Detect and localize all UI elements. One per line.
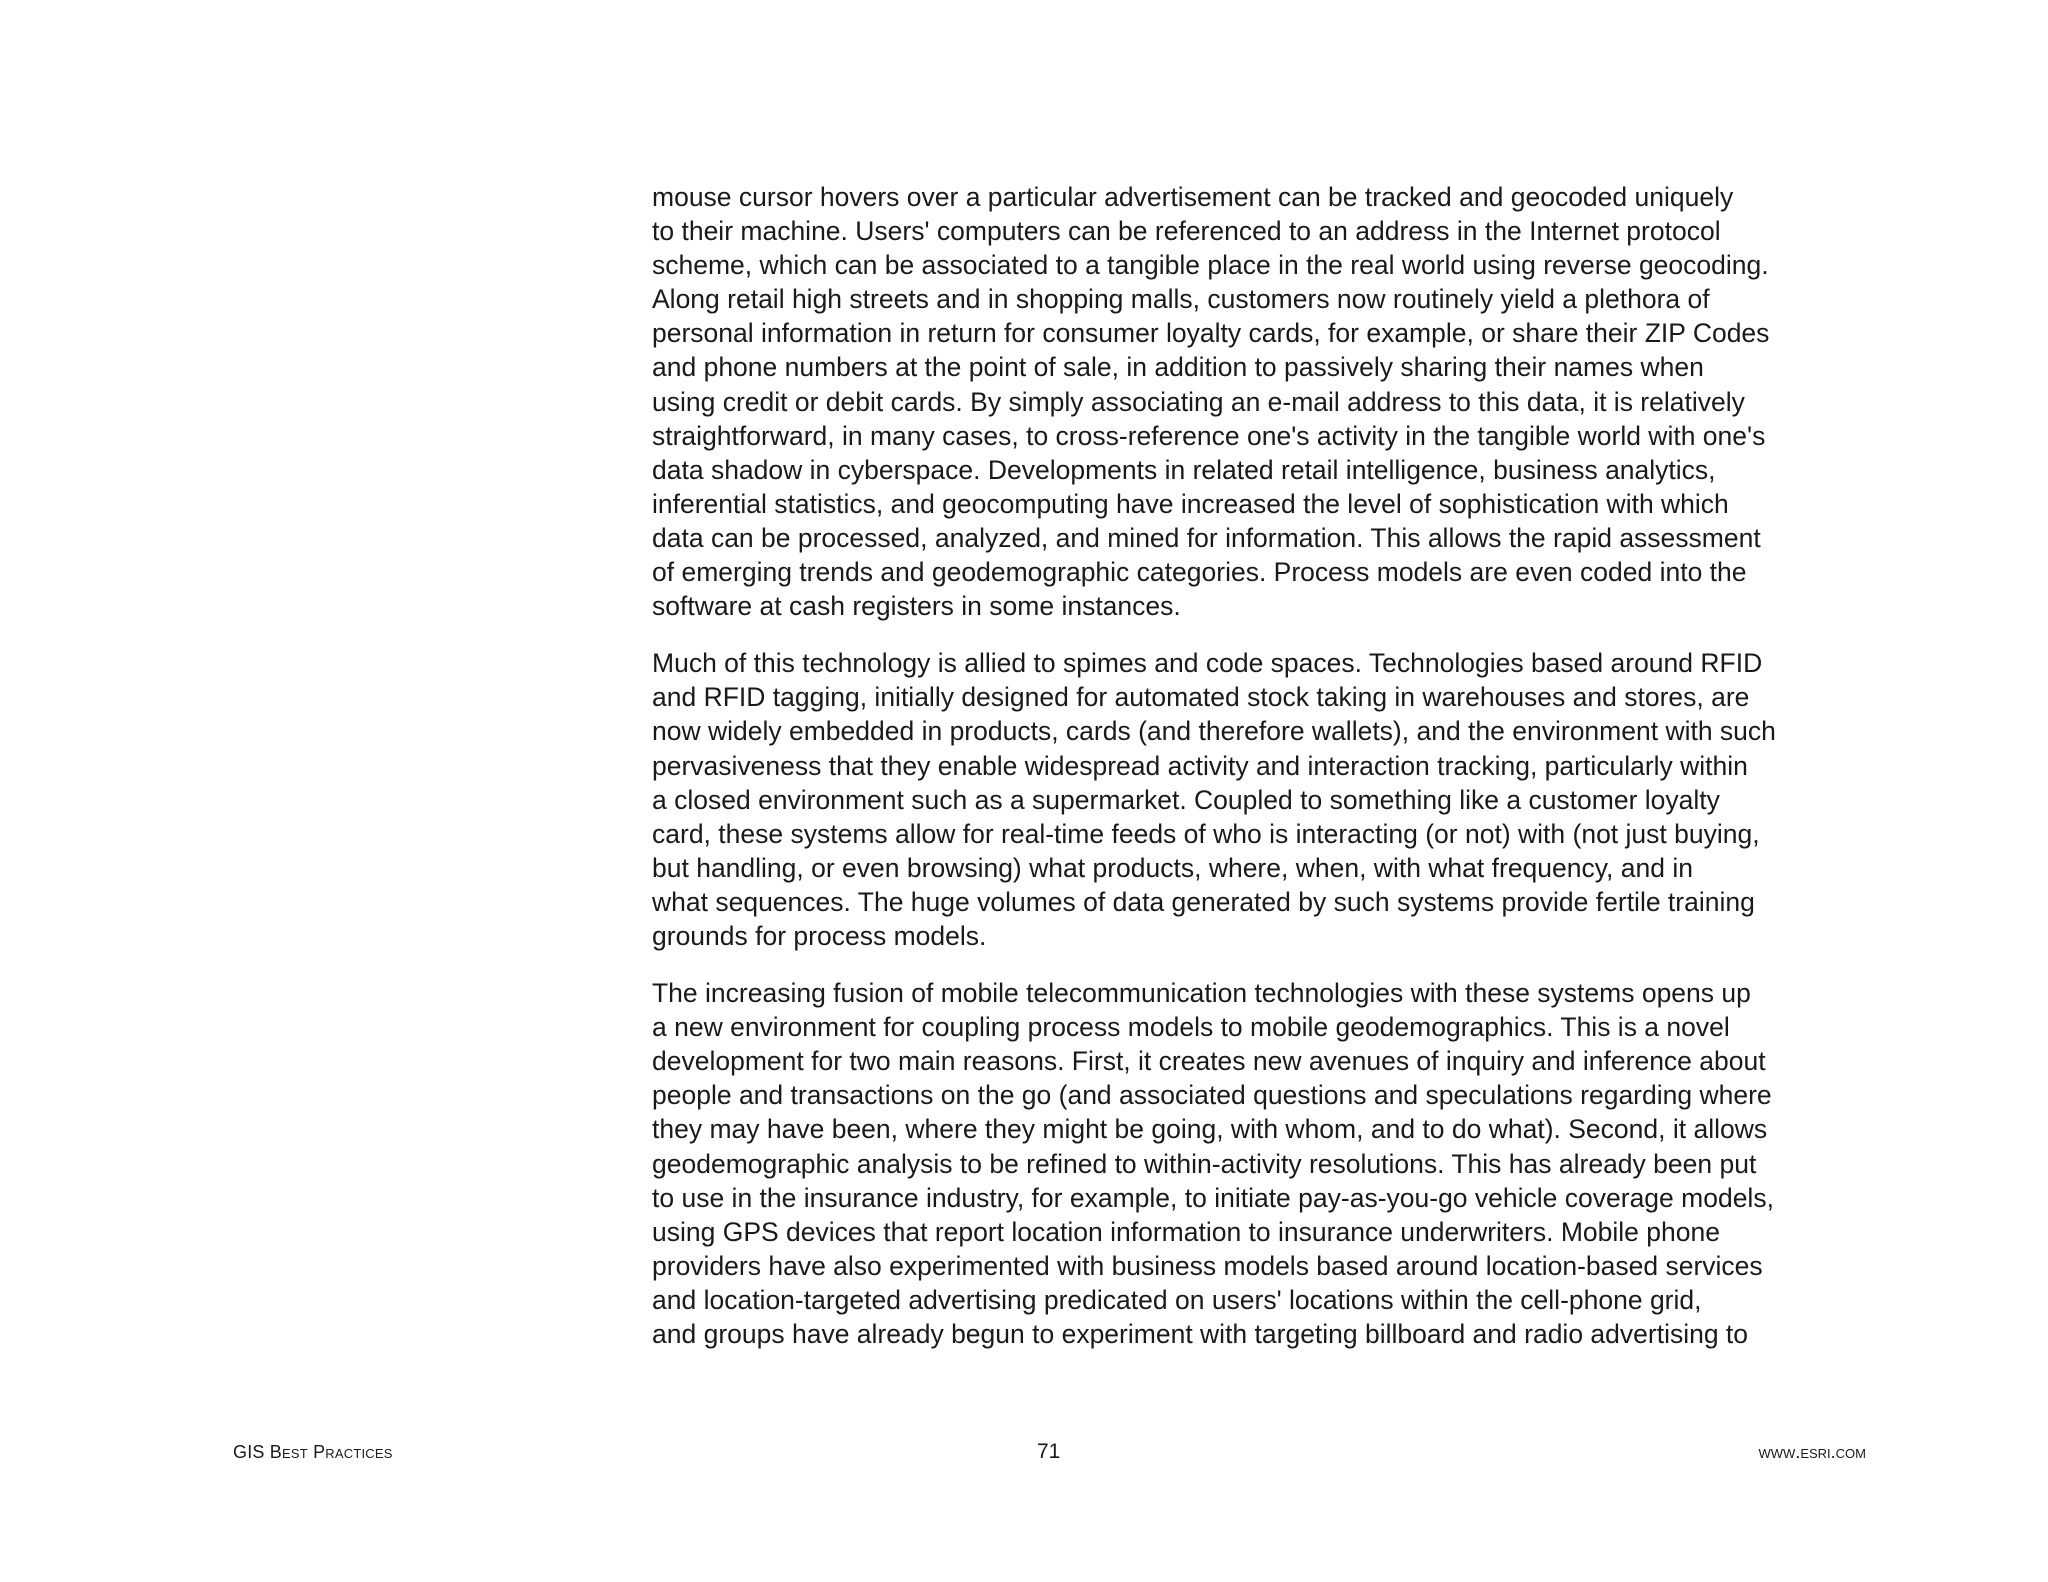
text-line: software at cash registers in some instances.	[652, 591, 1181, 622]
text-line: a new environment for coupling process models to mobile geodemographics. This is a novel	[652, 1012, 1730, 1043]
text-line: and location-targeted advertising predicated on users' locations within the cell-phone grid,	[652, 1284, 1702, 1315]
text-line: but handling, or even browsing) what products, where, when, with what frequency, and in	[652, 852, 1693, 883]
body-text	[652, 180, 1882, 1374]
text-line: now widely embedded in products, cards (and therefore wallets), and the environment with such	[652, 716, 1776, 747]
text-line: using GPS devices that report location information to insurance underwriters. Mobile phone	[652, 1216, 1720, 1247]
text-line: card, these systems allow for real-time feeds of who is interacting (or not) with (not just buying,	[652, 818, 1760, 849]
text-line: inferential statistics, and geocomputing have increased the level of sophistication with which	[652, 488, 1729, 519]
text-line: to their machine. Users' computers can be referenced to an address in the Internet protocol	[652, 216, 1721, 247]
text-line: scheme, which can be associated to a tangible place in the real world using reverse geocoding.	[652, 250, 1769, 281]
text-line: what sequences. The huge volumes of data generated by such systems provide fertile training	[652, 886, 1755, 917]
text-line: Along retail high streets and in shopping malls, customers now routinely yield a plethora of	[652, 284, 1710, 315]
text-line: they may have been, where they might be going, with whom, and to do what). Second, it allows	[652, 1114, 1768, 1145]
text-line: straightforward, in many cases, to cross-reference one's activity in the tangible world with one's	[652, 420, 1766, 451]
text-line: of emerging trends and geodemographic categories. Process models are even coded into the	[652, 557, 1747, 588]
text-line: and RFID tagging, initially designed for automated stock taking in warehouses and stores, are	[652, 682, 1750, 713]
text-line: pervasiveness that they enable widespread activity and interaction tracking, particularly within	[652, 750, 1748, 781]
text-line: The increasing fusion of mobile telecommunication technologies with these systems opens up	[652, 978, 1751, 1009]
text-line: and groups have already begun to experiment with targeting billboard and radio advertising to	[652, 1319, 1749, 1349]
text-line: providers have also experimented with business models based around location-based services	[652, 1250, 1763, 1281]
paragraph	[652, 976, 1882, 1351]
paragraph	[652, 646, 1882, 953]
text-line: a closed environment such as a supermarket. Coupled to something like a customer loyalty	[652, 784, 1720, 815]
text-line: data shadow in cyberspace. Developments in related retail intelligence, business analytics,	[652, 454, 1716, 485]
text-line: personal information in return for consumer loyalty cards, for example, or share their ZIP Codes	[652, 318, 1770, 349]
text-line: people and transactions on the go (and associated questions and speculations regarding where	[652, 1080, 1772, 1111]
text-line: development for two main reasons. First, it creates new avenues of inquiry and inference about	[652, 1046, 1766, 1077]
text-line: mouse cursor hovers over a particular advertisement can be tracked and geocoded uniquely	[652, 182, 1734, 212]
paragraph	[652, 180, 1882, 623]
text-line: grounds for process models.	[652, 920, 987, 951]
text-line: and phone numbers at the point of sale, in addition to passively sharing their names when	[652, 352, 1704, 383]
page-number: 71	[1037, 1440, 1061, 1463]
footer-publication-title: GIS Best Practices	[233, 1442, 393, 1462]
text-line: Much of this technology is allied to spimes and code spaces. Technologies based around RFID	[652, 648, 1763, 679]
text-line: geodemographic analysis to be refined to within-activity resolutions. This has already been put	[652, 1148, 1757, 1179]
footer-website: www.esri.com	[1758, 1442, 1866, 1462]
text-line: data can be processed, analyzed, and mined for information. This allows the rapid assessment	[652, 522, 1761, 553]
text-line: to use in the insurance industry, for example, to initiate pay-as-you-go vehicle coverage models,	[652, 1182, 1774, 1213]
text-line: using credit or debit cards. By simply associating an e-mail address to this data, it is relatively	[652, 386, 1745, 417]
